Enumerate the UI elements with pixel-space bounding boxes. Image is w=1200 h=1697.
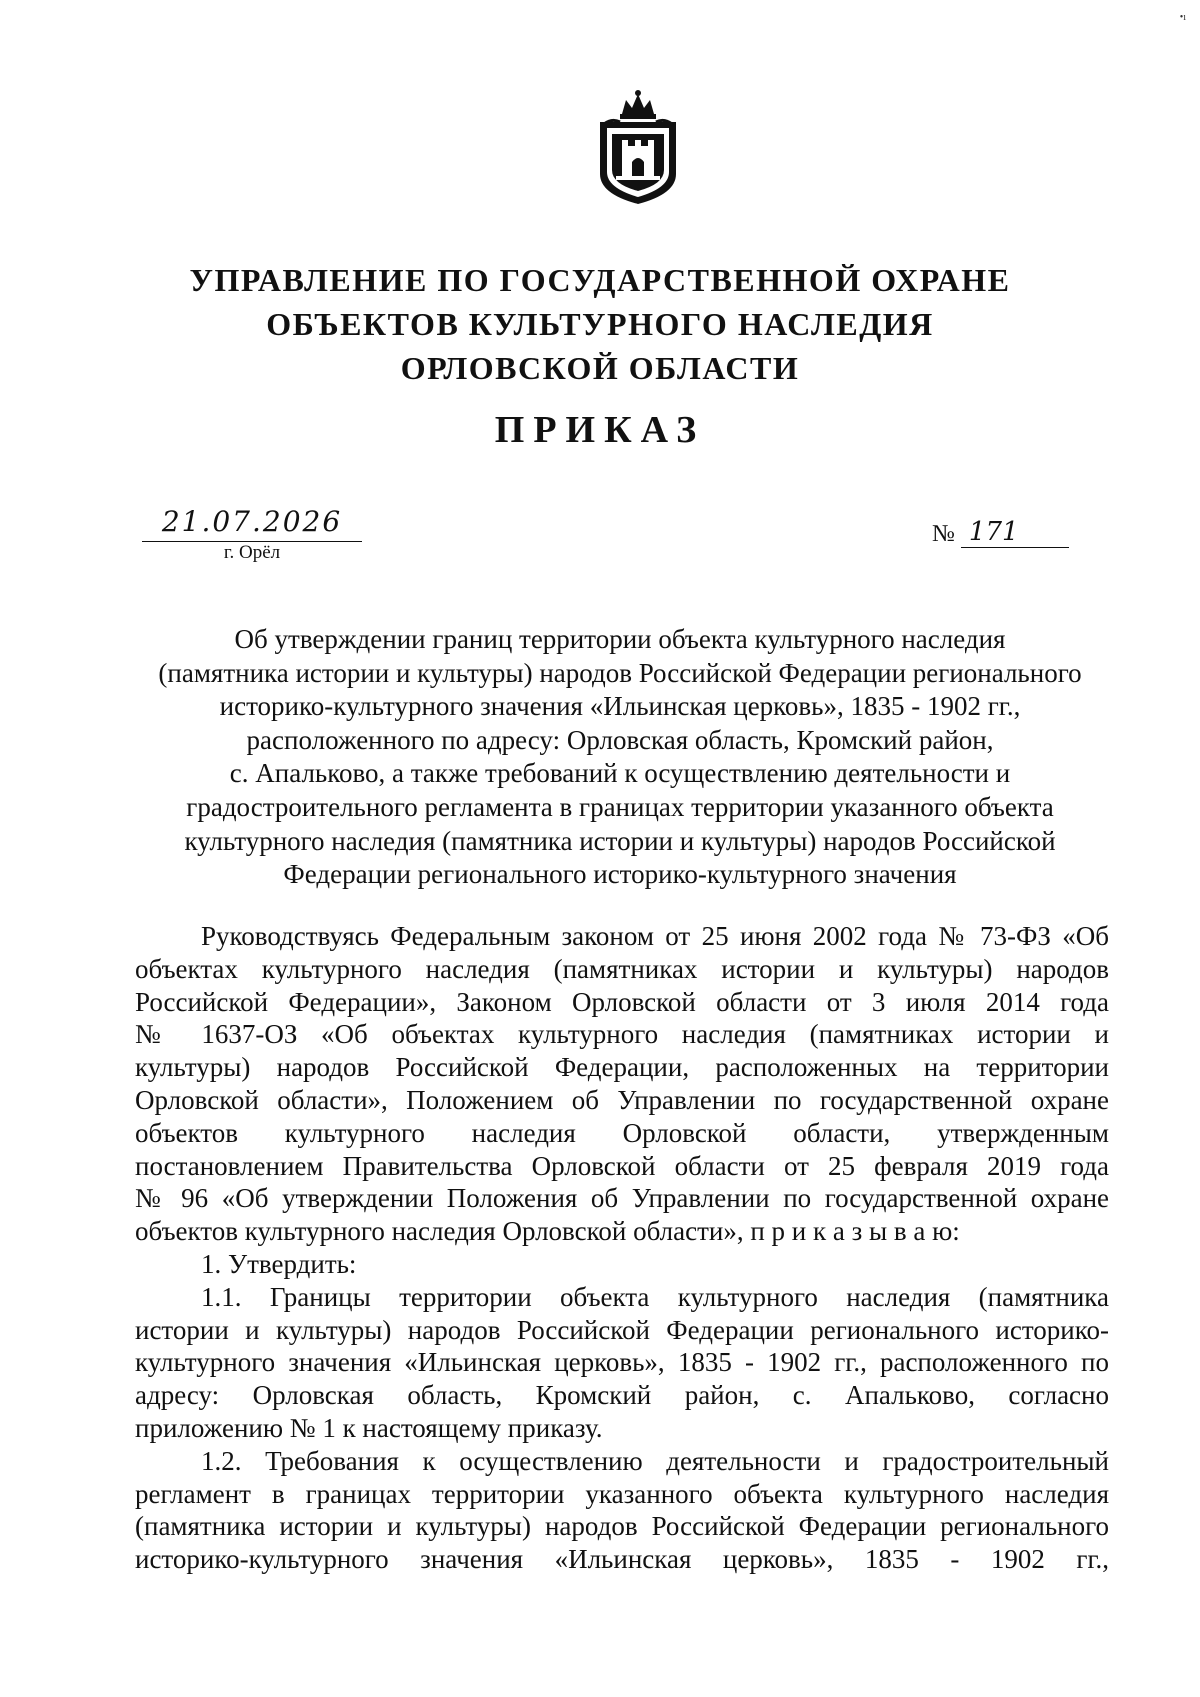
agency-name-line: ОРЛОВСКОЙ ОБЛАСТИ <box>400 350 800 386</box>
body-line: адресу: Орловская область, Кромский район, с. Апальково, согласно <box>135 1380 1109 1411</box>
scan-speck: •ı <box>1179 12 1186 23</box>
subject-line: градостроительного регламента в границах территории указанного объекта <box>186 791 1054 822</box>
body-line: культурного значения «Ильинская церковь», 1835 - 1902 гг., расположенного по <box>135 1347 1109 1378</box>
body-line: 1. Утвердить: <box>201 1248 357 1279</box>
body-line: постановлением Правительства Орловской области от 25 февраля 2019 года <box>135 1150 1109 1181</box>
body-line: регламент в границах территории указанного объекта культурного наследия <box>135 1478 1109 1509</box>
body-line: (памятника истории и культуры) народов Российской Федерации регионального <box>135 1511 1109 1542</box>
handwritten-date: 21.07.2026 <box>161 505 343 538</box>
number-sign: № <box>932 521 955 547</box>
subject-line: (памятника истории и культуры) народов Российской Федерации регионального <box>158 657 1082 688</box>
coat-of-arms-icon <box>592 88 684 206</box>
body-line: Руководствуясь Федеральным законом от 25 июня 2002 года № 73-ФЗ «Об <box>201 921 1109 951</box>
city-label: г. Орёл <box>223 542 281 563</box>
order-subject <box>130 623 1110 892</box>
document-number <box>932 517 1082 548</box>
document-type-title: ПРИКАЗ <box>494 409 706 451</box>
body-line: культуры) народов Российской Федерации, расположенных на территории <box>135 1052 1109 1083</box>
handwritten-number: 171 <box>961 517 1069 548</box>
body-line: № 96 «Об утверждении Положения об Управлении по государственной охране <box>135 1183 1109 1214</box>
agency-name-line: ОБЪЕКТОВ КУЛЬТУРНОГО НАСЛЕДИЯ <box>266 306 934 342</box>
order-body <box>135 920 1109 1576</box>
body-line: Орловской области», Положением об Управлении по государственной охране <box>135 1084 1109 1115</box>
body-line: объектах культурного наследия (памятниках истории и культуры) народов <box>135 953 1109 984</box>
subject-line: с. Апальково, а также требований к осуществлению деятельности и <box>229 758 1011 789</box>
subject-line: расположенного по адресу: Орловская область, Кромский район, <box>246 724 994 755</box>
subject-line: историко-культурного значения «Ильинская церковь», 1835 - 1902 гг., <box>219 691 1021 722</box>
body-line: № 1637-ОЗ «Об объектах культурного наследия (памятниках истории и <box>135 1019 1109 1050</box>
body-line: 1.1. Границы территории объекта культурного наследия (памятника <box>201 1281 1109 1312</box>
body-line: истории и культуры) народов Российской Федерации регионального историко- <box>135 1314 1109 1345</box>
agency-name <box>0 258 1200 390</box>
agency-name-line: УПРАВЛЕНИЕ ПО ГОСУДАРСТВЕННОЙ ОХРАНЕ <box>189 262 1011 298</box>
body-line: 1.2. Требования к осуществлению деятельности и градостроительный <box>201 1445 1109 1476</box>
body-line: историко-культурного значения «Ильинская церковь», 1835 - 1902 гг., <box>135 1544 1109 1575</box>
subject-line: Федерации регионального историко-культурного значения <box>283 859 957 890</box>
body-line: приложению № 1 к настоящему приказу. <box>135 1412 603 1443</box>
body-line: Российской Федерации», Законом Орловской области от 3 июля 2014 года <box>135 986 1109 1017</box>
subject-line: культурного наследия (памятника истории и культуры) народов Российской <box>184 825 1056 856</box>
body-line: объектов культурного наследия Орловской области, утвержденным <box>135 1117 1109 1148</box>
date-block <box>142 505 362 564</box>
body-line: объектов культурного наследия Орловской области», п р и к а з ы в а ю: <box>135 1216 960 1247</box>
subject-line: Об утверждении границ территории объекта культурного наследия <box>234 624 1006 654</box>
